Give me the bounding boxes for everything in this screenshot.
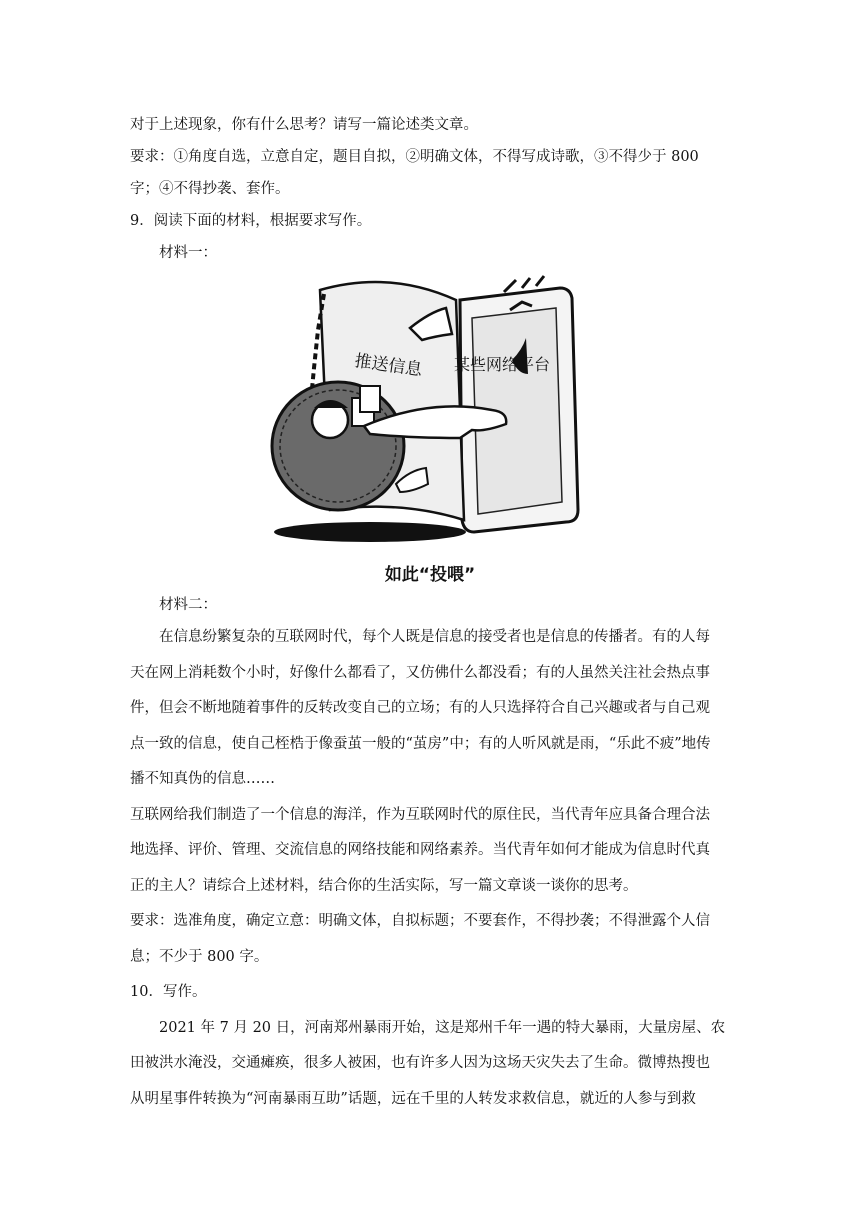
text-line: 要求：①角度自选，立意自定，题目自拟，②明确文体，不得写成诗歌，③不得少于 800 [130, 149, 699, 165]
text-line: 对于上述现象，你有什么思考？请写一篇论述类文章。 [130, 117, 478, 133]
material-2-label: 材料二： [159, 597, 217, 613]
cartoon-illustration [260, 270, 580, 550]
question-9-heading: 9．阅读下面的材料，根据要求写作。 [130, 213, 372, 229]
text-line: 互联网给我们制造了一个信息的海洋，作为互联网时代的原住民，当代青年应具备合理合法 [130, 806, 710, 823]
document-page [130, 108, 730, 1117]
question-10-paragraph [130, 1011, 730, 1118]
text-line: 从明星事件转换为“河南暴雨互助”话题，远在千里的人转发求救信息，就近的人参与到救 [130, 1090, 696, 1107]
figure-caption: 如此“投喂” [384, 565, 476, 585]
text-line: 2021 年 7 月 20 日，河南郑州暴雨开始，这是郑州千年一遇的特大暴雨，大量房屋、农 [159, 1019, 726, 1036]
text-line: 正的主人？请综合上述材料，结合你的生活实际，写一篇文章谈一谈你的思考。 [130, 877, 638, 894]
text-line: 天在网上消耗数个小时，好像什么都看了，又仿佛什么都没看；有的人虽然关注社会热点事 [130, 664, 710, 681]
text-line: 在信息纷繁复杂的互联网时代，每个人既是信息的接受者也是信息的传播者。有的人每 [159, 629, 710, 645]
requirements-paragraph [130, 904, 730, 975]
material-2-paragraph [130, 620, 730, 798]
text-line: 字；④不得抄袭、套作。 [130, 181, 290, 197]
text-line: 播不知真伪的信息…… [130, 771, 275, 787]
text-line: 件，但会不断地随着事件的反转改变自己的立场；有的人只选择符合自己兴趣或者与自己观 [130, 700, 710, 716]
label-platform: 某些网络平台 [454, 355, 551, 374]
label-push-info: 推送信息 [353, 351, 424, 381]
material-1-label: 材料一： [159, 245, 217, 261]
text-line: 要求：选准角度，确定立意：明确文体，自拟标题；不要套作，不得抄袭；不得泄露个人信 [130, 913, 710, 929]
text-line: 地选择、评价、管理、交流信息的网络技能和网络素养。当代青年如何才能成为信息时代真 [130, 842, 710, 858]
text-line: 田被洪水淹没，交通瘫痪，很多人被困，也有许多人因为这场天灾失去了生命。微博热搜也 [130, 1055, 710, 1071]
prompt-paragraph [130, 798, 730, 905]
question-10-heading: 10．写作。 [130, 984, 207, 1000]
cartoon-figure [130, 270, 730, 590]
text-line: 息；不少于 800 字。 [130, 948, 269, 965]
text-line: 点一致的信息，使自己桎梏于像蚕茧一般的“茧房”中；有的人听风就是雨，“乐此不疲”地传 [130, 735, 711, 752]
